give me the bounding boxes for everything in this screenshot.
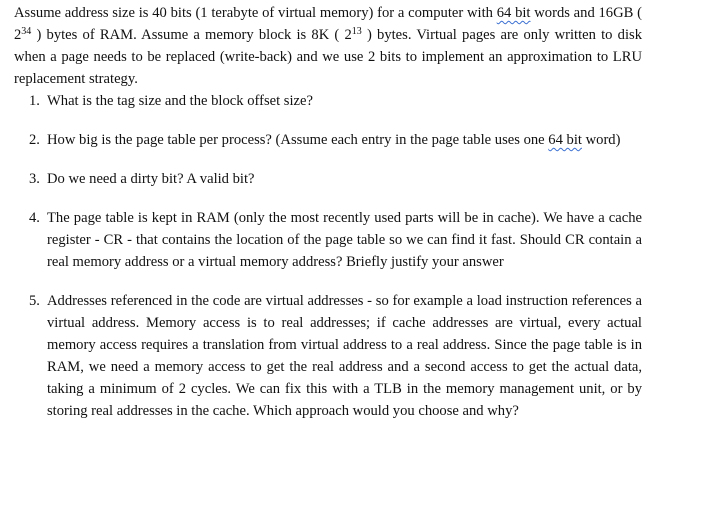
question-4-text: The page table is kept in RAM (only the most recently used parts will be in cache). We have a cache register - CR - that contains the location of the page table so we can find it fast. Should CR contain a real memory address or a virtual memory address? Briefly justify your answer xyxy=(47,210,642,270)
question-3 xyxy=(14,168,642,190)
question-2-text-before: How big is the page table per process? (Assume each entry in the page table uses one xyxy=(47,132,549,148)
question-3-text: Do we need a dirty bit? A valid bit? xyxy=(47,171,255,187)
question-2 xyxy=(14,129,642,151)
question-2-text-after: word) xyxy=(581,132,621,148)
question-5 xyxy=(14,290,642,422)
question-list xyxy=(14,90,642,422)
intro-text-3: ) bytes of RAM. Assume a memory block is 8K ( 2 xyxy=(31,27,352,43)
document xyxy=(14,2,642,422)
question-5-number: 5. xyxy=(29,293,40,309)
question-4 xyxy=(14,207,642,273)
question-2-number: 2. xyxy=(29,132,40,148)
question-1 xyxy=(14,90,642,112)
question-1-number: 1. xyxy=(29,93,40,109)
exponent-13: 13 xyxy=(351,26,362,37)
question-4-number: 4. xyxy=(29,210,40,226)
intro-paragraph xyxy=(14,2,642,90)
question-2-underlined-64bit: 64 bit xyxy=(548,132,582,148)
intro-text-1: Assume address size is 40 bits (1 terabyte of virtual memory) for a computer with xyxy=(14,5,497,21)
question-1-text: What is the tag size and the block offset size? xyxy=(47,93,313,109)
intro-text-4: ) bytes. Virtual pages are only written to disk when a page needs to be replaced (write-back) and we use 2 bits to implement an approximation to LRU replacement strategy. xyxy=(14,27,642,87)
intro-underlined-64bit: 64 bit xyxy=(496,5,531,21)
exponent-34: 34 xyxy=(21,26,32,37)
intro-text-2: words and 16GB ( 2 xyxy=(14,5,642,43)
question-3-number: 3. xyxy=(29,171,40,187)
question-5-text: Addresses referenced in the code are virtual addresses - so for example a load instruction references a virtual address. Memory access is to real addresses; if cache addresses are virtual, every actual memory access requires a translation from virtual address to a real address. Since the page table is in RAM, we need a memory access to get the real address and a second access to get the actual data, taking a minimum of 2 cycles. We can fix this with a TLB in the memory management unit, or by storing real addresses in the cache. Which approach would you choose and why? xyxy=(47,293,642,419)
